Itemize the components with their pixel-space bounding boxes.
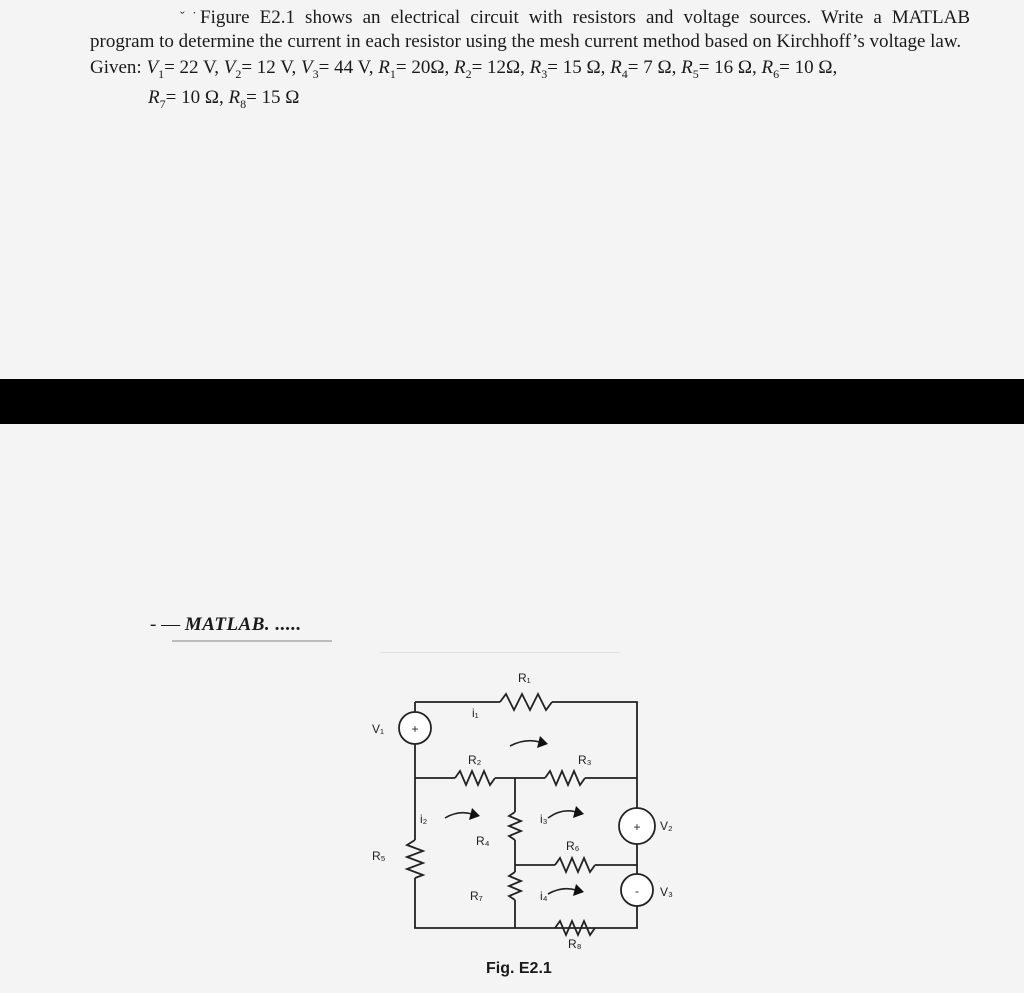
redaction-band [0, 379, 1024, 424]
resistor-r4 [509, 812, 521, 840]
given-subscript: 2 [235, 66, 242, 81]
resistor-r5 [407, 840, 423, 878]
given-symbol: R [378, 57, 390, 78]
given-value: = 12 V, [241, 57, 301, 78]
given-symbol: V [146, 57, 159, 78]
v3-polarity: - [635, 884, 639, 898]
mesh-arrow-i3 [548, 811, 576, 818]
given-subscript: 5 [692, 66, 699, 81]
given-subscript: 3 [312, 66, 319, 81]
given-subscript: 7 [159, 96, 166, 111]
faint-rule [380, 652, 620, 653]
given-v2 [223, 57, 301, 81]
given-values-continued [148, 86, 300, 111]
given-value: = 15 Ω [246, 86, 300, 108]
given-symbol: V [301, 57, 313, 78]
problem-intro [90, 6, 970, 54]
label-v2: V₂ [660, 819, 673, 833]
given-value: = 7 Ω, [627, 57, 682, 78]
given-symbol: V [223, 57, 236, 78]
figure-caption: Fig. E2.1 [486, 960, 552, 977]
resistor-r2 [455, 771, 495, 785]
answer-prefix: - — [150, 614, 181, 635]
given-v3 [301, 57, 379, 81]
given-r2 [453, 57, 530, 81]
given-subscript: 2 [465, 66, 472, 81]
label-r4: R₄ [476, 834, 490, 848]
given-symbol: R [681, 57, 693, 78]
problem-statement [90, 6, 970, 116]
given-symbol: R [529, 57, 542, 78]
label-r8: R₈ [568, 937, 582, 951]
label-v3: V₃ [660, 885, 673, 899]
arrow-head-i2 [469, 808, 480, 820]
given-subscript: 1 [389, 66, 396, 81]
given-value: = 10 Ω, [779, 57, 838, 78]
given-line-1 [90, 56, 970, 86]
label-r3: R₃ [578, 753, 592, 767]
answer-heading [150, 614, 302, 636]
label-i4: i₄ [540, 889, 548, 903]
given-value: = 20Ω, [395, 57, 454, 78]
given-subscript: 3 [541, 66, 548, 81]
resistor-r6 [555, 858, 595, 872]
arrow-head-i4 [573, 884, 584, 896]
given-r1 [378, 57, 454, 81]
label-i3: i₃ [540, 812, 548, 826]
given-values [146, 57, 838, 81]
given-r8 [228, 86, 300, 111]
label-i2: i₂ [420, 812, 428, 826]
given-r7 [148, 86, 229, 111]
mesh-arrow-i2 [445, 813, 472, 818]
v1-polarity: + [411, 722, 419, 736]
circuit-wires [407, 694, 637, 935]
given-r4 [610, 57, 682, 81]
arrow-head-i1 [537, 736, 548, 748]
given-subscript: 6 [773, 66, 780, 81]
given-value: = 22 V, [164, 57, 224, 78]
resistor-r7 [509, 872, 521, 900]
given-subscript: 1 [158, 66, 165, 81]
given-value: = 16 Ω, [698, 57, 762, 78]
given-value: = 12Ω, [471, 57, 530, 78]
given-r5 [681, 57, 762, 81]
resistor-r1 [500, 694, 552, 710]
given-symbol: R [761, 57, 774, 78]
label-r2: R₂ [468, 753, 482, 767]
given-subscript: 8 [240, 96, 247, 111]
given-line-2 [148, 86, 970, 116]
mesh-arrow-i1 [510, 741, 540, 746]
label-r7: R₇ [470, 889, 483, 903]
mesh-arrow-i4 [548, 889, 576, 894]
given-symbol: R [148, 86, 160, 108]
label-r6: R₆ [566, 839, 580, 853]
given-value: = 15 Ω, [547, 57, 611, 78]
given-r3 [529, 57, 611, 81]
label-r5: R₅ [372, 849, 386, 863]
given-r6 [761, 57, 838, 81]
given-symbol: R [610, 57, 622, 78]
given-symbol: R [453, 57, 466, 78]
circuit-diagram [360, 660, 673, 951]
given-symbol: R [228, 86, 241, 108]
v2-polarity: + [633, 820, 641, 834]
resistor-r3 [545, 771, 585, 785]
given-label: Given: [90, 57, 142, 78]
given-value: = 44 V, [318, 57, 379, 78]
arrow-head-i3 [573, 806, 584, 818]
intro-mark: ˇ ˙ [180, 10, 199, 25]
given-subscript: 4 [621, 66, 628, 81]
label-r1: R₁ [518, 671, 531, 685]
label-i1: i₁ [472, 706, 479, 720]
matlab-label: MATLAB. ..... [184, 614, 302, 635]
answer-underline [172, 640, 332, 642]
given-v1 [146, 57, 224, 81]
problem-intro-text: Figure E2.1 shows an electrical circuit with resistors and voltage sources. Write a MATLAB program to determine the current in each resistor using the mesh current method based on Kirchhoff’s voltage law. [90, 7, 970, 52]
given-value: = 10 Ω, [165, 86, 229, 108]
label-v1: V₁ [372, 722, 385, 736]
